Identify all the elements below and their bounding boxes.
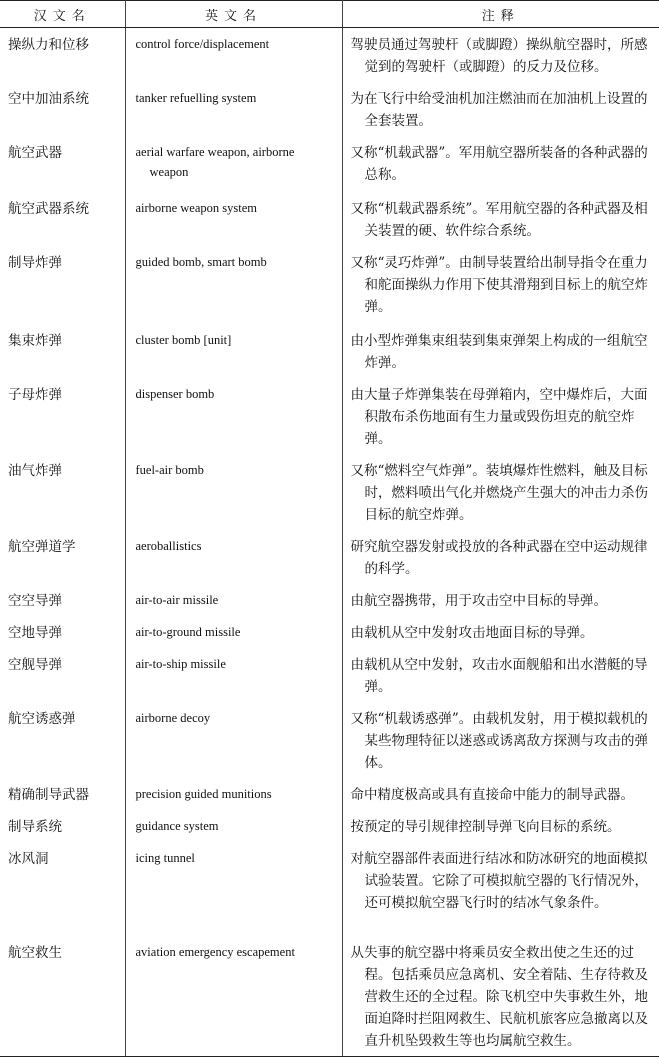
note-cell [342,584,659,616]
english-term [125,136,342,192]
english-term [125,378,342,454]
chinese-term: 制导炸弹 [0,246,125,324]
table-row [0,246,659,324]
note-cell [342,702,659,778]
note-cell [342,778,659,810]
table-row [0,378,659,454]
note-text: 由载机从空中发射攻击地面目标的导弹。 [350,625,594,641]
english-term [125,936,342,1057]
note-text: 又称“机载武器”。军用航空器所装备的各种武器的总称。 [350,145,648,183]
chinese-term: 制导系统 [0,810,125,842]
table-row [0,584,659,616]
table-row [0,648,659,702]
note-cell [342,192,659,246]
english-term [125,778,342,810]
note-cell [342,324,659,378]
english-term-text: air-to-air missile [135,593,219,607]
table-row [0,454,659,530]
table-header [0,1,659,28]
table-row [0,136,659,192]
english-term-text: air-to-ship missile [135,657,226,671]
table-row [0,616,659,648]
note-text: 从失事的航空器中将乘员安全救出使之生还的过程。包括乘员应急离机、安全着陆、生存待救及营救生还的全过程。除飞机空中失事救生外，地面迫降时拦阻网救生、民航机旅客应急撤离以及直升机坠毁救生等也均属航空救生。 [350,945,648,1049]
chinese-term: 精确制导武器 [0,778,125,810]
chinese-term: 操纵力和位移 [0,28,125,83]
english-term [125,28,342,83]
chinese-term: 空空导弹 [0,584,125,616]
chinese-term: 空舰导弹 [0,648,125,702]
english-term [125,530,342,584]
english-term-text: guidance system [135,819,219,833]
chinese-term: 空地导弹 [0,616,125,648]
table-row [0,192,659,246]
note-cell [342,378,659,454]
note-cell [342,454,659,530]
english-term-text: dispenser bomb [135,387,215,401]
table-row [0,778,659,810]
note-text: 研究航空器发射或投放的各种武器在空中运动规律的科学。 [350,539,648,577]
english-term [125,702,342,778]
note-text: 由小型炸弹集束组装到集束弹架上构成的一组航空炸弹。 [350,333,648,371]
header-chinese-term: 汉文名 [0,1,125,28]
chinese-term: 航空弹道学 [0,530,125,584]
chinese-term: 子母炸弹 [0,378,125,454]
note-text: 又称“灵巧炸弹”。由制导装置给出制导指令在重力和舵面操纵力作用下使其滑翔到目标上的航空炸弹。 [350,255,648,315]
english-term [125,616,342,648]
note-cell [342,616,659,648]
chinese-term: 航空救生 [0,936,125,1057]
english-term [125,324,342,378]
english-term [125,192,342,246]
chinese-term: 油气炸弹 [0,454,125,530]
chinese-term: 集束炸弹 [0,324,125,378]
chinese-term: 冰风洞 [0,842,125,936]
table-row [0,842,659,936]
note-cell [342,530,659,584]
note-text: 按预定的导引规律控制导弹飞向目标的系统。 [350,819,621,835]
note-cell [342,82,659,136]
english-term-text: aerial warfare weapon, airborne weapon [135,145,295,179]
english-term-text: precision guided munitions [135,787,272,801]
english-term-text: icing tunnel [135,851,195,865]
table-row [0,810,659,842]
note-cell [342,28,659,83]
note-cell [342,842,659,936]
english-term-text: airborne weapon system [135,201,257,215]
table-row [0,82,659,136]
header-english-term: 英文名 [125,1,342,28]
english-term-text: aviation emergency escapement [135,945,295,959]
english-term-text: fuel-air bomb [135,463,204,477]
table-row [0,936,659,1057]
chinese-term: 航空诱惑弹 [0,702,125,778]
english-term-text: guided bomb, smart bomb [135,255,267,269]
note-text: 驾驶员通过驾驶杆（或脚蹬）操纵航空器时，所感觉到的驾驶杆（或脚蹬）的反力及位移。 [350,37,648,75]
table-row [0,530,659,584]
note-cell [342,648,659,702]
note-text: 对航空器部件表面进行结冰和防冰研究的地面模拟试验装置。它除了可模拟航空器的飞行情况外，还可模拟航空器飞行时的结冰气象条件。 [350,851,648,911]
english-term [125,246,342,324]
note-text: 由大量子炸弹集装在母弹箱内，空中爆炸后，大面积散布杀伤地面有生力量或毁伤坦克的航空炸弹。 [350,387,648,447]
english-term-text: cluster bomb [unit] [135,333,232,347]
english-term-text: tanker refuelling system [135,91,257,105]
english-term [125,584,342,616]
table-row [0,324,659,378]
note-text: 又称“燃料空气炸弹”。装填爆炸性燃料，触及目标时，燃料喷出气化并燃烧产生强大的冲击力杀伤目标的航空炸弹。 [350,463,648,523]
english-term [125,648,342,702]
english-term-text: air-to-ground missile [135,625,241,639]
note-cell [342,136,659,192]
chinese-term: 航空武器 [0,136,125,192]
english-term [125,810,342,842]
note-text: 又称“机载武器系统”。军用航空器的各种武器及相关装置的硬、软件综合系统。 [350,201,648,239]
english-term-text: control force/displacement [135,37,270,51]
note-text: 由航空器携带，用于攻击空中目标的导弹。 [350,593,607,609]
note-text: 又称“机载诱惑弹”。由载机发射，用于模拟载机的某些物理特征以迷惑或诱离敌方探测与攻击的弹体。 [350,711,648,771]
table-row [0,28,659,83]
chinese-term: 空中加油系统 [0,82,125,136]
note-cell [342,246,659,324]
english-term-text: airborne decoy [135,711,211,725]
note-cell [342,810,659,842]
english-term-text: aeroballistics [135,539,202,553]
english-term [125,454,342,530]
note-text: 命中精度极高或具有直接命中能力的制导武器。 [350,787,634,803]
note-text: 由载机从空中发射，攻击水面舰船和出水潜艇的导弹。 [350,657,648,695]
header-note: 注释 [342,1,659,28]
chinese-term: 航空武器系统 [0,192,125,246]
table-body [0,28,659,1057]
note-text: 为在飞行中给受油机加注燃油而在加油机上设置的全套装置。 [350,91,648,129]
english-term [125,842,342,936]
note-cell [342,936,659,1057]
english-term [125,82,342,136]
table-row [0,702,659,778]
